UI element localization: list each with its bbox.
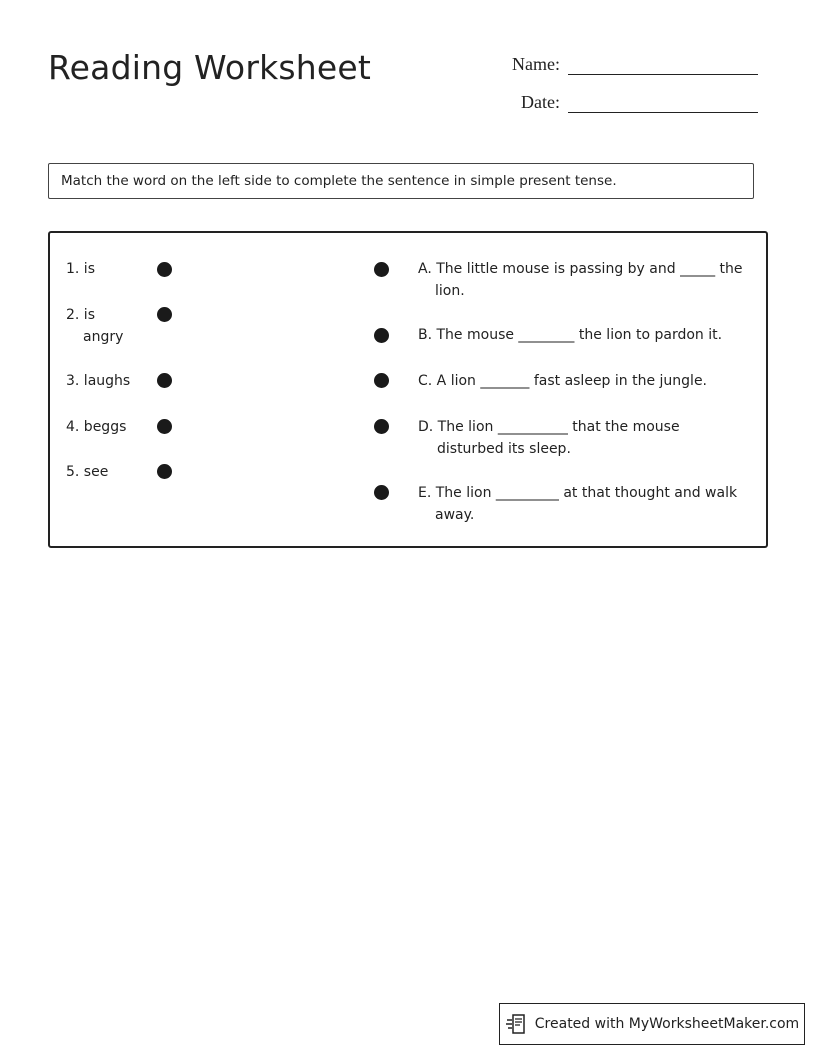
sentence-text-cont: away. [435,507,475,523]
footer-text: Created with MyWorksheetMaker.com [534,1016,800,1032]
worksheet-maker-logo-icon [505,1013,527,1035]
word-match-dot-2[interactable] [157,307,172,322]
sentence-text-cont: lion. [435,283,465,299]
page-title: Reading Worksheet [48,48,372,87]
word-label-cont: angry [83,329,124,345]
word-label: 1. is [66,261,95,277]
name-label: Name: [512,54,560,74]
word-item-2 [66,304,123,348]
word-match-dot-4[interactable] [157,419,172,434]
sentence-item-b [418,324,748,346]
sentence-item-a [418,258,748,302]
word-label: 4. beggs [66,419,127,435]
sentence-text-cont: disturbed its sleep. [437,441,571,457]
word-match-dot-5[interactable] [157,464,172,479]
sentence-text: C. A lion _______ fast asleep in the jungle. [418,373,708,389]
word-match-dot-1[interactable] [157,262,172,277]
word-item-3 [66,370,130,392]
sentence-text: B. The mouse ________ the lion to pardon it. [418,327,723,343]
sentence-match-dot-b[interactable] [374,328,389,343]
sentence-item-d [418,416,748,460]
matching-exercise-box [48,231,768,548]
word-label: 3. laughs [66,373,131,389]
sentence-item-c [418,370,748,392]
sentence-match-dot-e[interactable] [374,485,389,500]
word-item-4 [66,416,126,438]
sentence-item-e [418,482,748,526]
sentence-match-dot-d[interactable] [374,419,389,434]
name-input-line[interactable] [568,54,758,75]
sentence-match-dot-c[interactable] [374,373,389,388]
word-label: 5. see [66,464,109,480]
word-label: 2. is [66,307,95,323]
sentence-text: D. The lion __________ that the mouse [418,419,680,435]
footer-credit[interactable] [499,1003,805,1045]
date-field [500,92,758,113]
date-input-line[interactable] [568,92,758,113]
sentence-text: A. The little mouse is passing by and _____ the [418,261,743,277]
sentence-match-dot-a[interactable] [374,262,389,277]
instruction-box [48,163,754,199]
instruction-text: Match the word on the left side to complete the sentence in simple present tense. [61,173,617,189]
name-field [500,54,758,75]
word-item-5 [66,461,108,483]
sentence-text: E. The lion _________ at that thought and walk [418,485,738,501]
word-item-1 [66,258,95,280]
word-match-dot-3[interactable] [157,373,172,388]
date-label: Date: [521,92,560,112]
